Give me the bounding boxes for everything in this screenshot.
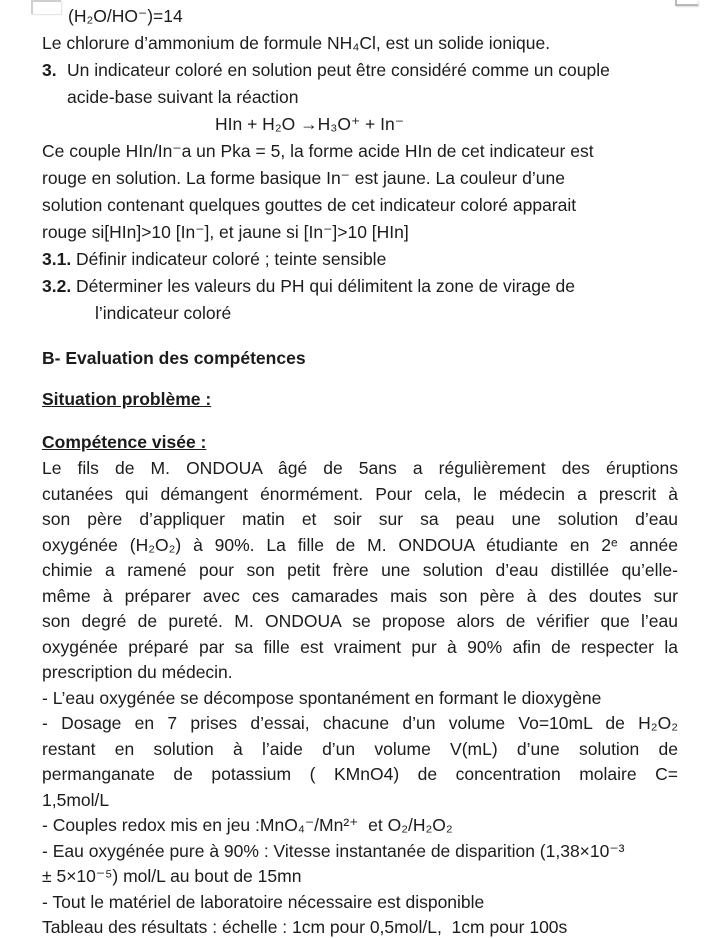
text-run: son degré de pureté. M. ONDOUA se propose alors de vérifier que l’eau (42, 611, 678, 631)
text-run: permanganate de potassium ( KMnO4) de concentration molaire C= (42, 764, 678, 784)
text-run: HIn + H₂O →H₃O⁺ + In⁻ (215, 114, 404, 134)
text-run: oxygénée (H₂O₂) à 90%. La fille de M. ONDOUA étudiante en 2ᵉ année (42, 534, 678, 555)
bold-text-run: 3.2. (42, 276, 72, 296)
text-line (42, 533, 678, 559)
text-line (42, 345, 678, 372)
text-run: Le chlorure d’ammonium de formule NH₄Cl, est un solide ionique. (42, 33, 551, 53)
text-run: même à préparer avec ces camarades mais son père à des doutes sur (42, 585, 678, 606)
text-run: acide-base suivant la réaction (67, 87, 299, 107)
text-run: solution contenant quelques gouttes de cet indicateur coloré apparait (42, 195, 577, 215)
text-line (42, 300, 678, 327)
text-run: Le fils de M. ONDOUA âgé de 5ans a régulièrement des éruptions (42, 458, 678, 478)
text-line (42, 30, 678, 57)
text-run: 1,5mol/L (42, 789, 110, 810)
text-run: Tableau des résultats : échelle : 1cm pour 0,5mol/L, 1cm pour 100s (42, 917, 568, 937)
text-line (42, 273, 678, 300)
text-line (42, 386, 678, 413)
text-line (42, 915, 678, 938)
text-line (42, 165, 678, 192)
crop-handle-top-right-icon[interactable] (675, 0, 698, 6)
text-run: Définir indicateur coloré ; teinte sensible (76, 249, 387, 269)
text-run: prescription du médecin. (42, 662, 233, 682)
text-line (42, 192, 678, 219)
text-line (42, 111, 678, 138)
text-line (42, 864, 678, 890)
document-text-content (42, 3, 678, 938)
text-line (42, 456, 678, 482)
text-line (42, 246, 678, 273)
text-line (42, 429, 678, 456)
text-run: (H₂O/HO⁻)=14 (68, 6, 183, 26)
text-run: - Couples redox mis en jeu :MnO₄⁻/Mn²⁺ et O₂/H₂O₂ (42, 815, 453, 835)
text-line (42, 890, 678, 916)
text-line (42, 219, 678, 246)
text-line (42, 762, 678, 788)
text-run: - Eau oxygénée pure à 90% : Vitesse instantanée de disparition (1,38×10⁻³ (42, 840, 625, 861)
text-line (42, 3, 678, 30)
text-line (42, 686, 678, 712)
text-line (42, 609, 678, 635)
text-run: Ce couple HIn/In⁻a un Pka = 5, la forme acide HIn de cet indicateur est (42, 141, 594, 161)
bold-text-run: 3.1. (42, 249, 72, 269)
text-run: oxygénée préparé par sa fille est vraiment pur à 90% afin de respecter la (42, 636, 678, 657)
text-run: chimie a ramené pour son petit frère une solution d’eau distillée qu’elle- (42, 560, 678, 580)
text-run: Un indicateur coloré en solution peut être considéré comme un couple (67, 60, 610, 80)
text-line (42, 660, 678, 686)
text-run: cutanées qui démangent énormément. Pour cela, le médecin a prescrit à (42, 483, 678, 504)
text-line (42, 84, 678, 111)
text-run: - Dosage en 7 prises d’essai, chacune d’un volume Vo=10mL de H₂O₂ (42, 713, 678, 733)
text-run: son père d’appliquer matin et soir sur sa peau une solution d’eau (42, 509, 678, 529)
text-line (42, 737, 678, 763)
bold-text-run: Compétence visée : (42, 432, 207, 452)
text-line (42, 507, 678, 533)
text-line (42, 558, 678, 584)
text-run: rouge si[HIn]>10 [In⁻], et jaune si [In⁻]>10 [HIn] (42, 222, 409, 242)
text-line (42, 57, 678, 84)
text-line (42, 482, 678, 508)
text-line (42, 839, 678, 865)
text-run: restant en solution à l’aide d’un volume V(mL) d’une solution de (42, 738, 678, 759)
text-run: rouge en solution. La forme basique In⁻ est jaune. La couleur d’une (42, 168, 565, 188)
text-line (42, 788, 678, 814)
text-run: - L’eau oxygénée se décompose spontanément en formant le dioxygène (42, 687, 602, 708)
crop-handle-top-left-icon[interactable] (31, 0, 61, 14)
text-line (42, 711, 678, 737)
text-run: l’indicateur coloré (95, 303, 232, 323)
text-run: - Tout le matériel de laboratoire nécessaire est disponible (42, 891, 485, 912)
bold-text-run: B- Evaluation des compétences (42, 348, 306, 368)
text-line (42, 584, 678, 610)
bold-text-run: Situation problème : (42, 389, 212, 409)
text-run: Déterminer les valeurs du PH qui délimitent la zone de virage de (76, 276, 576, 296)
text-line (42, 635, 678, 661)
bold-text-run: 3. (42, 60, 57, 80)
text-line (42, 138, 678, 165)
text-line (42, 813, 678, 839)
text-run: ± 5×10⁻⁵) mol/L au bout de 15mn (42, 866, 302, 886)
